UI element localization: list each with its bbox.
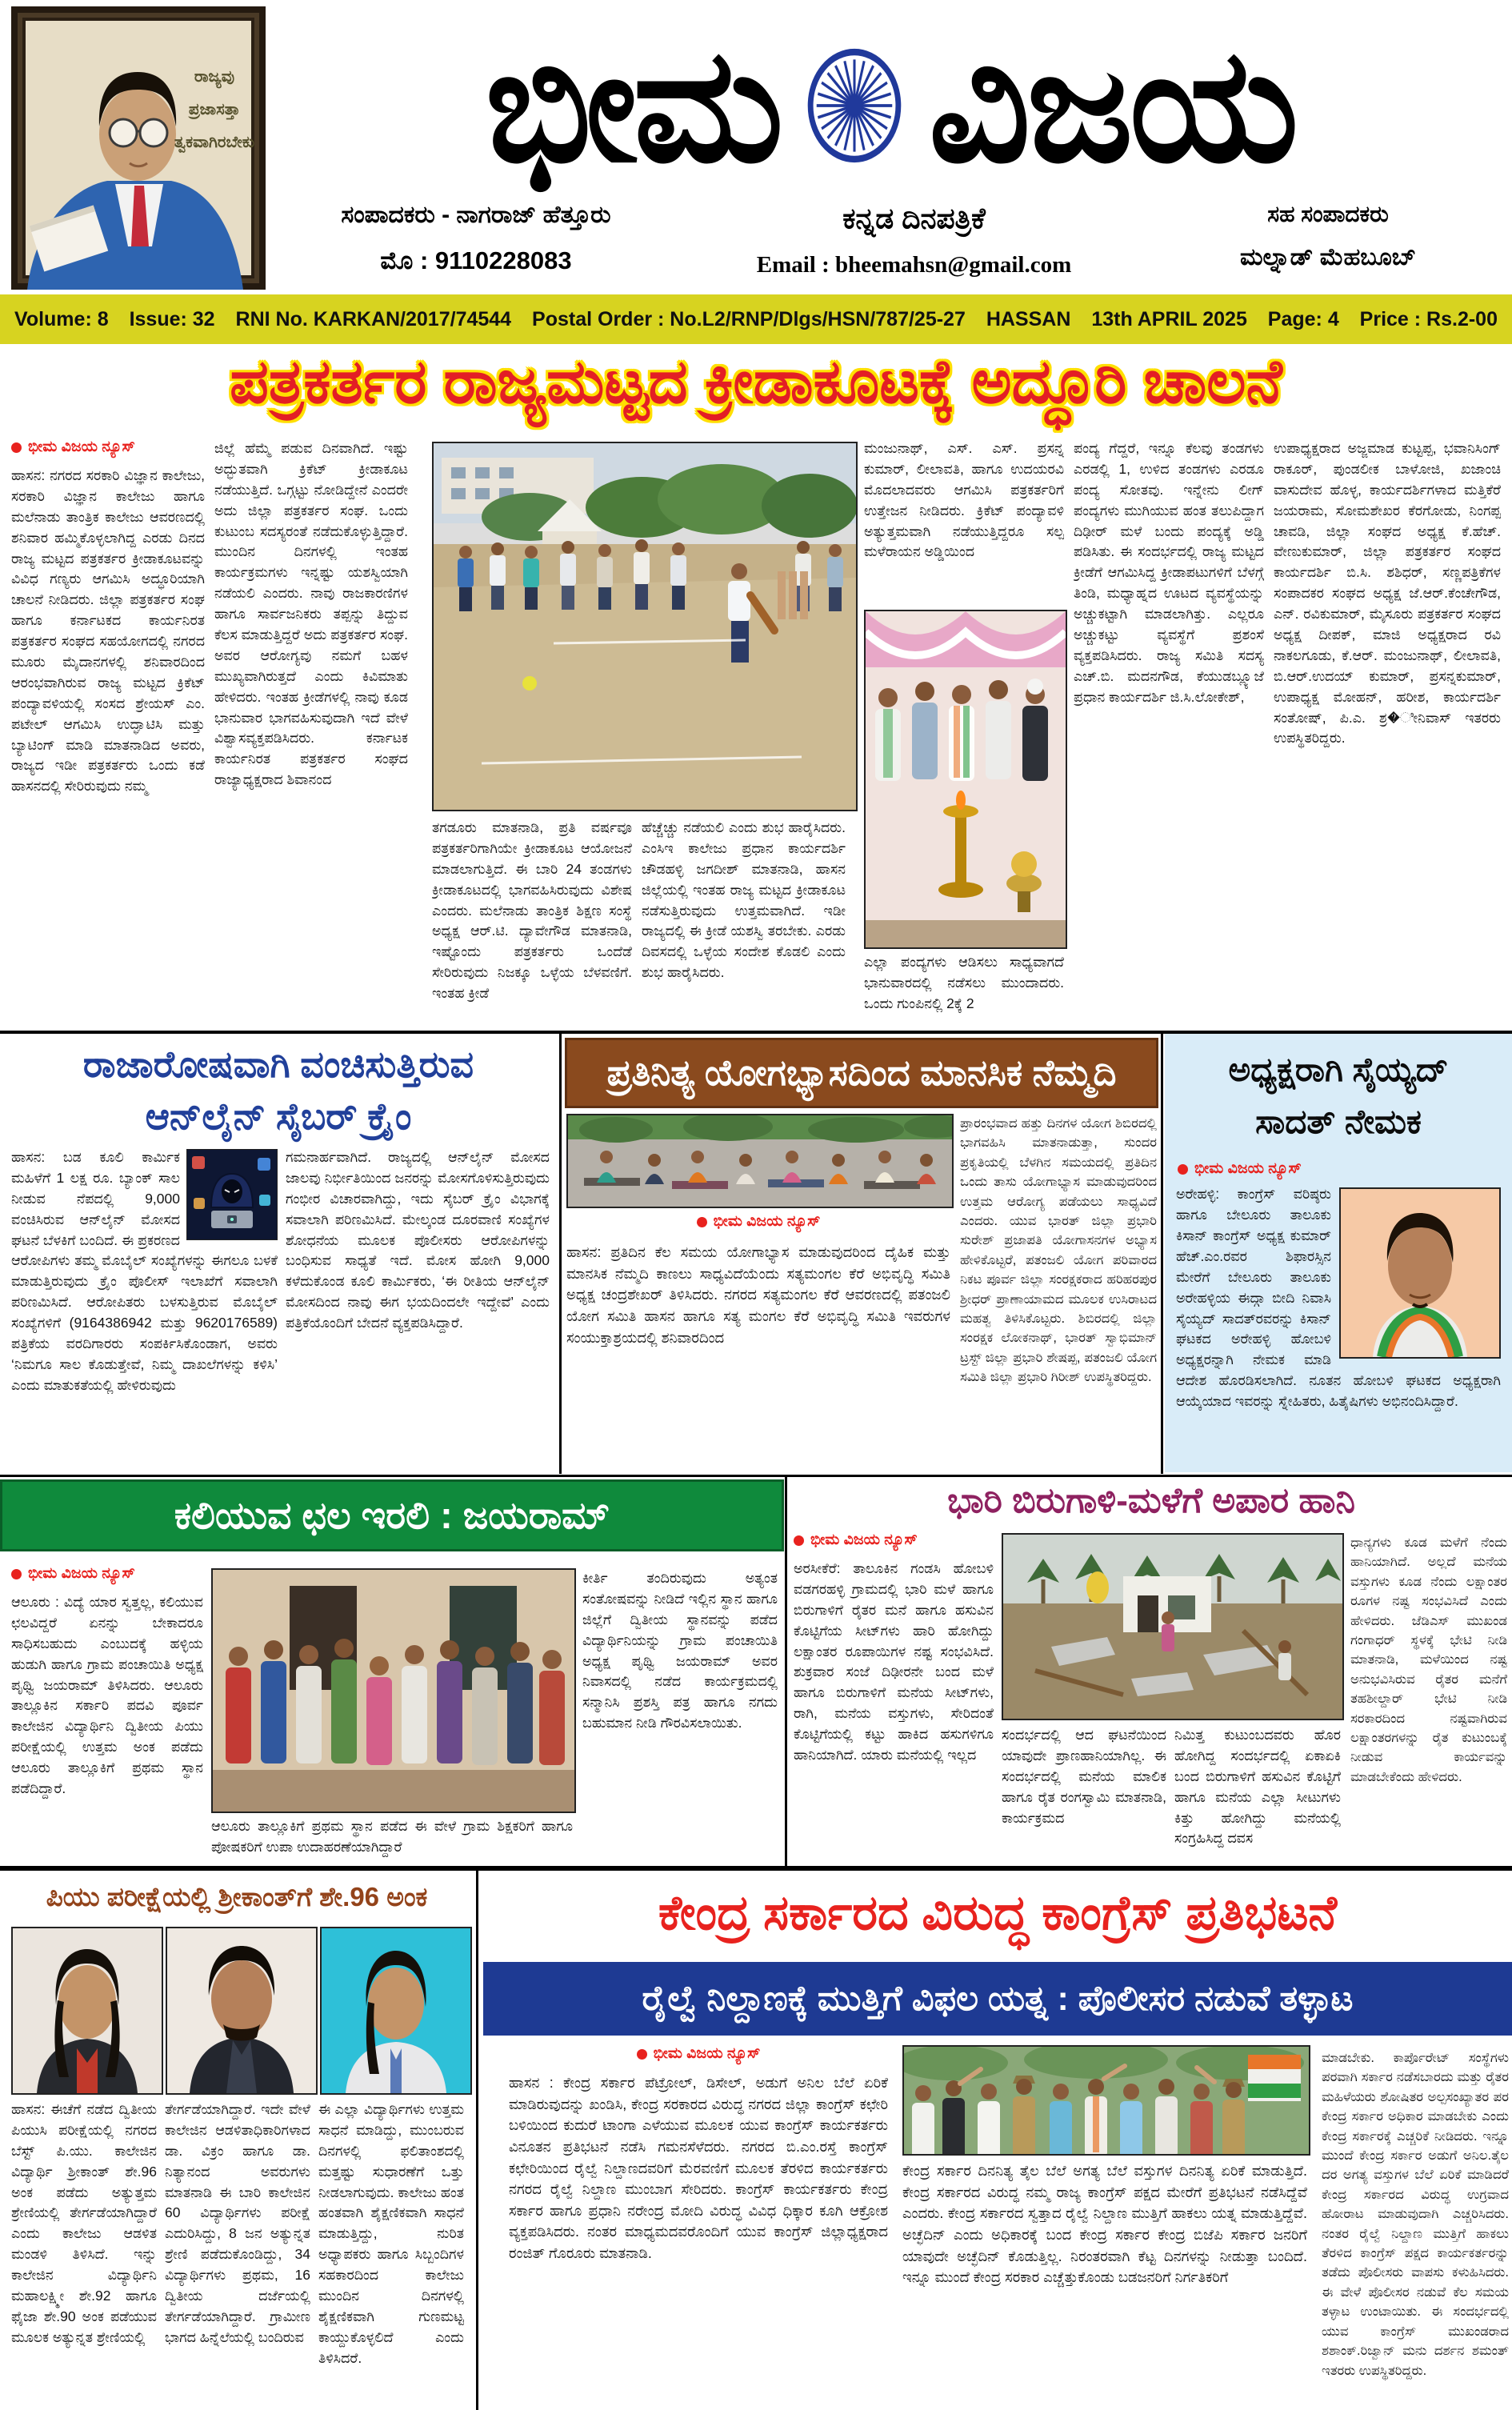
- coeditor-label: ಸಹ ಸಂಪಾದಕರು: [1267, 202, 1389, 226]
- ambedkar-portrait: [11, 6, 266, 290]
- jayaram-headline-banner: [0, 1479, 784, 1551]
- masthead-subrow: [268, 202, 1512, 278]
- cyber-column-1-text: ಹಾಸನ: ಬಡ ಕೂಲಿ ಕಾರ್ಮಿಕ ಮಹಿಳೆಗೆ 1 ಲಕ್ಷ ರೂ. ಬ್ಯಾಂಕ್ ಸಾಲ ನೀಡುವ ನೆಪದಲ್ಲಿ 9,000 ವಂಚಿಸಿರುವ ಆನ್‌ಲೈನ್ ಮೋಸದ ಘಟನೆ ಬೆಳಕಿಗೆ ಬಂದಿದೆ. ಈ ಪ್ರಕರಣದ ಆರೋಪಿಗಳು ತಮ್ಮ ಮೊಬೈಲ್ ಸಂಖ್ಯೆಗಳನ್ನು ಈಗಲೂ ಬಳಕೆ ಮಾಡುತ್ತಿರುವುದು ಕ್ರೈಂ ಪೊಲೀಸ್ ಇಲಾಖೆಗೆ ಸವಾಲಾಗಿ ಪರಿಣಮಿಸಿದೆ. ಆರೋಪಿತರು ಬಳಸುತ್ತಿರುವ ಮೊಬೈಲ್ ಸಂಖ್ಯೆಗಳಿಗೆ (9164386942 ಮತ್ತು 9620176589) ಪತ್ರಿಕೆಯ ವರದಿಗಾರರು ಸಂಪರ್ಕಿಸಿಕೊಂಡಾಗ, ಅವರು ‘ನಿಮಗೂ ಸಾಲ ಕೊಡುತ್ತೇವೆ, ನಿಮ್ಮ ದಾಖಲೆಗಳನ್ನು ಕಳಿಸಿ’ ಎಂದು ಮಾತುಕತೆಯಲ್ಲಿ ಹೇಳಿರುವುದು: [11, 1149, 278, 1393]
- lead-headline: ಪತ್ರಕರ್ತರ ರಾಜ್ಯಮಟ್ಟದ ಕ್ರೀಡಾಕೂಟಕ್ಕೆ ಅದ್ಧೂರಿ ಚಾಲನೆ: [230, 348, 1282, 416]
- byline-dot: [11, 1569, 22, 1579]
- lead-column-c-top: ಮಂಜುನಾಥ್, ಎಸ್. ಎಸ್. ಪ್ರಸನ್ನ ಕುಮಾರ್, ಲೀಲಾವತಿ, ಹಾಗೂ ಉದಯರವಿ ಮೊದಲಾದವರು ಆಗಮಿಸಿ ಪತ್ರಕರ್ತರಿಗೆ ಉತ್ತೇಜನ ನೀಡಿದರು. ಕ್ರಿಕೆಟ್ ಪಂದ್ಯಾವಳಿ ಅತ್ಯುತ್ತಮವಾಗಿ ನಡೆಯುತ್ತಿದ್ದರೂ ಸಲ್ಪ ಮಳೆರಾಯನ ಅಡ್ಡಿಯಿಂದ: [864, 440, 1064, 560]
- lead-column-a: ಹಾಸನ: ನಗರದ ಸರಕಾರಿ ವಿಜ್ಞಾನ ಕಾಲೇಜು, ಸರಕಾರಿ ವಿಜ್ಞಾನ ಕಾಲೇಜು ಹಾಗೂ ಮಲೆನಾಡು ತಾಂತ್ರಿಕ ಕಾಲೇಜು ಆವರಣದಲ್ಲಿ ಶನಿವಾರ ಹಮ್ಮಿಕೊಳ್ಳಲಾಗಿದ್ದ ಎರಡು ದಿನದ ರಾಜ್ಯ ಮಟ್ಟದ ಪತ್ರಕರ್ತರ ಕ್ರೀಡಾಕೂಟವನ್ನು ವಿವಿಧ ಗಣ್ಯರು ಆಗಮಿಸಿ ಅದ್ಧೂರಿಯಾಗಿ ಚಾಲನೆ ನೀಡಿದರು. ಜಿಲ್ಲಾ ಪತ್ರಕರ್ತರ ಸಂಘ ಹಾಗೂ ಕರ್ನಾಟಕದ ಕಾರ್ಯನಿರತ ಪತ್ರಕರ್ತರ ಸಂಘದ ಸಹಯೋಗದಲ್ಲಿ ನಗರದ ಮೂರು ಮೈದಾನಗಳಲ್ಲಿ ಶನಿವಾರದಿಂದ ಆರಂಭವಾಗಿರುವ ರಾಜ್ಯ ಮಟ್ಟದ ಕ್ರಿಕೆಟ್ ಪಂದ್ಯಾವಳಿಯಲ್ಲಿ ಸಂಸದ ಶ್ರೇಯಸ್ ಎಂ. ಪಟೇಲ್ ಆಗಮಿಸಿ ಉದ್ಘಾಟಿಸಿ ಮತ್ತು ಬ್ಯಾಟಿಂಗ್ ಮಾಡಿ ಮಾತನಾಡಿದ ಅವರು, ರಾಜ್ಯದ ಇಡೀ ಪತ್ರಕರ್ತರು ಒಂದು ಕಡೆ ಹಾಸನದಲ್ಲಿ ಸೇರಿರುವುದು ನಮ್ಮ: [11, 467, 205, 795]
- motto-line-2: ಪ್ರಜಾಸತ್ತಾ: [188, 101, 241, 118]
- jayaram-below-text: ಆಲೂರು ತಾಲ್ಲೂಕಿಗೆ ಪ್ರಥಮ ಸ್ಥಾನ ಪಡೆದ ಈ ವೇಳೆ ಗ್ರಾಮ ಶಿಕ್ಷಕರಿಗೆ ಹಾಗೂ ಪೋಷಕರಿಗೆ ಉಪಾ ಉದಾಹರಣೆಯಾಗಿದ್ದಾರೆ: [211, 1818, 573, 1855]
- paper-email: Email : bheemahsn@gmail.com: [756, 252, 1072, 278]
- storm-column-right: ಧಾನ್ಯಗಳು ಕೂಡ ಮಳೆಗೆ ನೆಂದು ಹಾನಿಯಾಗಿದೆ. ಅಲ್ಲದೆ ಮನೆಯ ವಸ್ತುಗಳು ಕೂಡ ನೆಂದು ಲಕ್ಷಾಂತರ ರೂಗಳ ನಷ್ಟ ಸಂಭವಿಸಿದೆ ಎಂದು ಹೇಳಿದರು. ಜೆಡಿಎಸ್ ಮುಖಂಡ ಗಂಗಾಧರ್ ಸ್ಥಳಕ್ಕೆ ಭೇಟಿ ನೀಡಿ ಮಾತನಾಡಿ, ಮಳೆಯಿಂದ ನಷ್ಟ ಅನುಭವಿಸಿರುವ ರೈತರ ಮನೆಗೆ ತಹಶೀಲ್ದಾರ್ ಭೇಟಿ ನೀಡಿ ಸರಕಾರದಿಂದ ನಷ್ಟವಾಗಿರುವ ಲಕ್ಷಾಂತರಗಳನ್ನು ರೈತ ಕುಟುಂಬಕ್ಕೆ ನೀಡುವ ಕಾರ್ಯವನ್ನು ಮಾಡಬೇಕೆಂದು ಹೇಳಿದರು.: [1350, 1535, 1507, 1784]
- masthead-title-left: ಭೀಮ: [485, 17, 780, 194]
- protest-column-1: ಹಾಸನ : ಕೇಂದ್ರ ಸರ್ಕಾರ ಪೆಟ್ರೋಲ್, ಡಿಸೇಲ್, ಅಡುಗೆ ಅನಿಲ ಬೆಲೆ ಏರಿಕೆ ಮಾಡಿರುವುದನ್ನು ಖಂಡಿಸಿ, ಕೇಂದ್ರ ಸರಕಾರದ ವಿರುದ್ಧ ನಗರದ ಜಿಲ್ಲಾ ಕಾಂಗ್ರೆಸ್ ಕಛೇರಿ ಬಳಿಯಿಂದ ಕುದುರೆ ಟಾಂಗಾ ಎಳೆಯುವ ಮೂಲಕ ಯುವ ಕಾಂಗ್ರೆಸ್ ಕಾರ್ಯಕರ್ತರು ವಿನೂತನ ಪ್ರತಿಭಟನೆ ನಡೆಸಿ ಗಮನಸೆಳೆದರು. ನಗರದ ಬಿ.ಎಂ.ರಸ್ತೆ ಕಾಂಗ್ರೆಸ್ ಕಛೇರಿಯಿಂದ ರೈಲ್ವೆ ನಿಲ್ದಾಣದವರಿಗೆ ಮೆರವಣಿಗೆ ಮೂಲಕ ತೆರಳಿದ ಕಾರ್ಯಕರ್ತರು ನಗರದ ರೈಲ್ವೆ ನಿಲ್ದಾಣ ಮುಂಬಾಗ ಸೇರಿದರು. ಕಾಂಗ್ರೆಸ್ ಕಾರ್ಯಕರ್ತರು ಕೇಂದ್ರ ಸರ್ಕಾರ ಹಾಗೂ ಪ್ರಧಾನಿ ನರೇಂದ್ರ ಮೋದಿ ವಿರುದ್ಧ ವಿವಿಧ ಧಿಕ್ಕಾರ ಕೂಗಿ ಆಕ್ರೋಶ ವ್ಯಕ್ತಪಡಿಸಿದರು. ನಂತರ ಮಾಧ್ಯಮದವರೊಂದಿಗೆ ಯುವ ಕಾಂಗ್ರೆಸ್ ಜಿಲ್ಲಾಧ್ಯಕ್ಷರಾದ ರಂಜಿತ್ ಗೊರೂರು ಮಾತನಾಡಿ.: [509, 2075, 888, 2261]
- cyber-headline: [0, 1039, 557, 1143]
- protest-photo: [902, 2045, 1310, 2156]
- yoga-column-main: ಹಾಸನ: ಪ್ರತಿದಿನ ಕೆಲ ಸಮಯ ಯೋಗಾಭ್ಯಾಸ ಮಾಡುವುದರಿಂದ ದೈಹಿಕ ಮತ್ತು ಮಾನಸಿಕ ನೆಮ್ಮದಿ ಕಾಣಲು ಸಾಧ್ಯವಿದೆಯೆಂದು ಸತ್ಯಮಂಗಲ ಕೆರೆ ಅಭಿವೃದ್ಧಿ ಸಮಿತಿ ಅಧ್ಯಕ್ಷ ಚಂದ್ರಶೇಖರ್ ತಿಳಿಸಿದರು. ನಗರದ ಸತ್ಯಮಂಗಲ ಕೆರೆ ಆವರಣದಲ್ಲಿ ಪತಂಜಲಿ ಯೋಗ ಸಮಿತಿ ಹಾಸನ ಹಾಗೂ ಸತ್ಯ ಮಂಗಲ ಕೆರೆ ಅಭಿವೃದ್ಧಿ ಸಮಿತಿ ಇವರುಗಳ ಸಂಯುಕ್ತಾಶ್ರಯದಲ್ಲಿ ಶನಿವಾರದಿಂದ: [566, 1244, 950, 1346]
- storm-subcolumn-2: ನಿಮಿತ್ತ ಕುಟುಂಬದವರು ಹೊರ ಹೋಗಿದ್ದ ಸಂದರ್ಭದಲ್ಲಿ ಏಕಾಏಕಿ ಬಂದ ಬಿರುಗಾಳಿಗೆ ಹಸುವಿನ ಕೊಟ್ಟಿಗೆ ಹಾಗೂ ಮನೆಯ ಎಲ್ಲಾ ಸೀಟುಗಳು ಕಿತ್ತು ಹೋಗಿದ್ದು ಮನೆಯಲ್ಲಿ ಸಂಗ್ರಹಿಸಿದ್ದ ದವಸ: [1174, 1727, 1341, 1847]
- lead-column-b: ಜಿಲ್ಲೆ ಹೆಮ್ಮೆ ಪಡುವ ದಿನವಾಗಿದೆ. ಇಷ್ಟು ಅದ್ಭುತವಾಗಿ ಕ್ರಿಕೆಟ್ ಕ್ರೀಡಾಕೂಟ ನಡೆಯುತ್ತಿದೆ. ಒಗ್ಗಟ್ಟು ನೋಡಿದ್ದೇನೆ ಎಂದರೇ ಅದು ಜಿಲ್ಲಾ ಪತ್ರಕರ್ತರ ಸಂಘ. ಒಂದು ಕುಟುಂಬ ಸದಸ್ಯರಂತೆ ನಡೆದುಕೊಳ್ಳುತ್ತಿದ್ದಾರೆ. ಮುಂದಿನ ದಿನಗಳಲ್ಲಿ ಇಂತಹ ಕಾರ್ಯಕ್ರಮಗಳು ಇನ್ನಷ್ಟು ಯಶಸ್ವಿಯಾಗಿ ನಡೆಯಲಿ ಎಂದರು. ನಾವು ರಾಜಕಾರಣಿಗಳ ಹಾಗೂ ಸಾರ್ವಜನಿಕರು ತಪ್ಪನ್ನು ತಿದ್ದುವ ಕೆಲಸ ಮಾಡುತ್ತಿದ್ದರೆ ಅದು ಪತ್ರಕರ್ತರ ಸಂಘ. ಅವರ ಆರೋಗ್ಯವು ನಮಗೆ ಬಹಳ ಮುಖ್ಯವಾಗಿರುತ್ತದೆ ಎಂದು ಕಿವಿಮಾತು ಹೇಳಿದರು. ಇಂತಹ ಕ್ರೀಡೆಗಳಲ್ಲಿ ನಾವು ಕೂಡ ಭಾನುವಾರ ಭಾಗವಹಿಸುವುದಾಗಿ ಇದೆ ವೇಳೆ ವಿಶ್ವಾಸವ್ಯಕ್ತಪಡಿಸಿದರು. ಕರ್ನಾಟಕ ಕಾರ್ಯನಿರತ ಪತ್ರಕರ್ತರ ಸಂಘದ ರಾಜ್ಯಾಧ್ಯಕ್ಷರಾದ ಶಿವಾನಂದ: [214, 440, 408, 788]
- lead-column-e: ಉಪಾಧ್ಯಕ್ಷರಾದ ಅಜ್ಜಮಾಡ ಕುಟ್ಟಪ್ಪ, ಭವಾನಿಸಿಂಗ್ ರಾಕೂರ್, ಪುಂಡಲೀಕ ಬಾಳೋಜಿ, ಖಜಾಂಚಿ ವಾಸುದೇವ ಹೊಳ್ಳ, ಕಾರ್ಯದರ್ಶಿಗಳಾದ ಮತ್ತಿಕೆರೆ ಜಯರಾಮ, ಸೋಮಶೇಖರ ಕೆರಗೋಡು, ನಿಂಗಪ್ಪ ಚಾವಡಿ, ಜಿಲ್ಲಾ ಸಂಘದ ಅಧ್ಯಕ್ಷ ಕೆ.ಹೆಚ್. ವೇಣುಕುಮಾರ್, ಜಿಲ್ಲಾ ಪತ್ರಕರ್ತರ ಸಂಘದ ಕಾರ್ಯದರ್ಶಿ ಬಿ.ಸಿ. ಶಶಿಧರ್, ಸಣ್ಣಪತ್ರಿಕೆಗಳ ಸಂಪಾದಕರ ಸಂಘದ ಅಧ್ಯಕ್ಷ ಜೆ.ಆರ್.ಕೆಂಚೇಗೌಡ, ಎನ್. ರವಿಕುಮಾರ್, ಮೈಸೂರು ಪತ್ರಕರ್ತರ ಸಂಘದ ಅಧ್ಯಕ್ಷ ದೀಪಕ್, ಮಾಜಿ ಅಧ್ಯಕ್ಷರಾದ ರವಿ ನಾಕಲಗೂಡು, ಕೆ.ಆರ್. ಮಂಜುನಾಥ್, ಲೀಲಾವತಿ, ಬಿ.ಆರ್.ಉದಯ್ ಕುಮಾರ್, ಪ್ರಸನ್ನಕುಮಾರ್, ಉಪಾಧ್ಯಕ್ಷ ಮೋಹನ್, ಹರೀಶ, ಕಾರ್ಯದರ್ಶಿ ಸಂತೋಷ್, ಪಿ.ಎ. ಶ್ರ�ೀನಿವಾಸ್ ಇತರರು ಉಪಸ್ಥಿತರಿದ್ದರು.: [1274, 440, 1501, 747]
- motto-line-3: ತ್ವಕವಾಗಿರಬೇಕು: [174, 134, 255, 151]
- pu-headline: ಪಿಯು ಪರೀಕ್ಷೆಯಲ್ಲಿ ಶ್ರೀಕಾಂತ್‌ಗೆ ಶೇ.96 ಅಂಕ: [46, 1882, 428, 1912]
- cybercrime-illustration: [186, 1149, 278, 1240]
- jayaram-group-photo: [211, 1568, 576, 1813]
- syed-headline-line-2: ಸಾದತ್ ನೇಮಕ: [1255, 1103, 1422, 1141]
- info-rni: RNI No. KARKAN/2017/74544: [235, 307, 512, 330]
- lead-subcolumn-1: ತಗಡೂರು ಮಾತನಾಡಿ, ಪ್ರತಿ ವರ್ಷವೂ ಪತ್ರಕರ್ತರಿಗಾಗಿಯೇ ಕ್ರೀಡಾಕೂಟ ಆಯೋಜನೆ ಮಾಡಲಾಗುತ್ತಿದೆ. ಈ ಬಾರಿ 24 ತಂಡಗಳು ಕ್ರೀಡಾಕೂಟದಲ್ಲಿ ಭಾಗವಹಿಸಿರುವುದು ವಿಶೇಷ ಎಂದರು. ಮಲೆನಾಡು ತಾಂತ್ರಿಕ ಶಿಕ್ಷಣ ಸಂಸ್ಥೆ ಅಧ್ಯಕ್ಷ ಆರ್.ಟಿ. ದ್ಯಾವೇಗೌಡ ಮಾತನಾಡಿ, ಇಷ್ಟೊಂದು ಪತ್ರಕರ್ತರು ಒಂದೆಡೆ ಸೇರಿರುವುದು ನಿಜಕ್ಕೂ ಒಳ್ಳೆಯ ಬೆಳವಣಿಗೆ. ಇಂತಹ ಕ್ರೀಡೆ: [432, 819, 632, 1002]
- storm-headline: ಭಾರಿ ಬಿರುಗಾಳಿ-ಮಳೆಗೆ ಅಪಾರ ಹಾನಿ: [947, 1481, 1355, 1520]
- editor-mobile: ಮೊ : 9110228083: [380, 246, 572, 274]
- cyber-headline-line-1: ರಾಜಾರೋಷವಾಗಿ ವಂಚಿಸುತ್ತಿರುವ: [82, 1043, 474, 1085]
- info-page: Page: 4: [1267, 307, 1339, 330]
- lead-column-c-bottom: ಎಲ್ಲಾ ಪಂದ್ಯಗಳು ಆಡಿಸಲು ಸಾಧ್ಯವಾಗದೆ ಭಾನುವಾರದಲ್ಲಿ ನಡೆಸಲು ಮುಂದಾದರು. ಒಂದು ಗುಂಪಿನಲ್ಲಿ 2ಕ್ಕೆ 2: [864, 954, 1064, 1011]
- masthead-title-right: ವಿಜಯ: [928, 17, 1295, 194]
- lead-article: [0, 438, 1512, 1029]
- protest-column-3: ಮಾಡಬೇಕು. ಕಾರ್ಪೊರೇಟ್ ಸಂಸ್ಥೆಗಳು ಪರವಾಗಿ ಸರ್ಕಾರ ನಡೆಸಬಾರದು ಮತ್ತು ರೈತರ ಮಹಿಳೆಯರು ಶೋಷಿತರ ಅಲ್ಪಸಂಖ್ಯಾತರ ಪರ ಕೇಂದ್ರ ಸರ್ಕಾರ ಅಧಿಕಾರ ಮಾಡಬೇಕು ಎಂದು ಕೇಂದ್ರ ಸರ್ಕಾರಕ್ಕೆ ಎಚ್ಚರಿಕೆ ನೀಡಿದರು. ಇನ್ನೂ ಮುಂದೆ ಕೇಂದ್ರ ಸರ್ಕಾರ ಅಡುಗೆ ಅನಿಲ.ತೈಲ ದರ ಅಗತ್ಯ ವಸ್ತುಗಳ ಬೆಲೆ ಏರಿಕೆ ಮಾಡಿದರೆ ಕೇಂದ್ರ ಸರ್ಕಾರದ ವಿರುದ್ಧ ಉಗ್ರವಾದ ಹೋರಾಟ ಮಾಡುವುದಾಗಿ ಎಚ್ಚರಿಸಿದರು. ನಂತರ ರೈಲ್ವೆ ನಿಲ್ದಾಣ ಮುತ್ತಿಗೆ ಹಾಕಲು ತೆರಳಿದ ಕಾಂಗ್ರೆಸ್ ಪಕ್ಷದ ಕಾರ್ಯಕರ್ತರನ್ನು ತಡೆದು ಪೊಲೀಸರು ವಾಪಸು ಕಳುಹಿಸಿದರು. ಈ ವೇಳೆ ಪೊಲೀಸರ ನಡುವೆ ಕೆಲ ಸಮಯ ತಳ್ಳಾಟ ಉಂಟಾಯಿತು. ಈ ಸಂದರ್ಭದಲ್ಲಿ ಯುವ ಕಾಂಗ್ರೆಸ್ ಮುಖಂಡರಾದ ಶಶಾಂಕ್.ರಿಜ್ವಾನ್ ಮನು ದರ್ಶನ ಶಮಂತ್ ಇತರರು ಉಪಸ್ಥಿತರಿದ್ದರು.: [1322, 2051, 1509, 2378]
- student-photo-3: [320, 1927, 472, 2095]
- news-byline: [11, 1565, 203, 1583]
- byline-label: ಭೀಮ ವಿಜಯ ನ್ಯೂಸ್: [1194, 1160, 1302, 1178]
- news-byline: [11, 438, 205, 456]
- storm-column-left: ಅರಸೀಕೆರೆ: ತಾಲೂಕಿನ ಗಂಡಸಿ ಹೋಬಳಿ ವಡಗರಹಳ್ಳಿ ಗ್ರಾಮದಲ್ಲಿ ಭಾರಿ ಮಳೆ ಹಾಗೂ ಬಿರುಗಾಳಿಗೆ ರೈತರ ಮನೆ ಹಾಗೂ ಹಸುವಿನ ಕೊಟ್ಟಿಗೆಯ ಸೀಟ್‌ಗಳು ಹಾರಿ ಹೋಗಿದ್ದು ಲಕ್ಷಾಂತರ ರೂಪಾಯಿಗಳ ನಷ್ಟ ಸಂಭವಿಸಿದೆ. ಶುಕ್ರವಾರ ಸಂಜೆ ದಿಢೀರನೇ ಬಂದ ಮಳೆ ಹಾಗೂ ಬಿರುಗಾಳಿಗೆ ಮನೆಯ ಸೀಟ್‌ಗಳು, ರಾಗಿ, ಮನೆಯ ವಸ್ತುಗಳು, ಸೇರಿದಂತೆ ಕೊಟ್ಟಿಗೆಯಲ್ಲಿ ಕಟ್ಟು ಹಾಕಿದ ಹಸುಗಳಿಗೂ ಹಾನಿಯಾಗಿದೆ. ಯಾರು ಮನೆಯಲ್ಲಿ ಇಲ್ಲದ: [794, 1560, 994, 1763]
- paper-tagline: ಕನ್ನಡ ದಿನಪತ್ರಿಕೆ: [842, 202, 986, 234]
- coeditor-name: ಮಲ್ನಾಡ್ ಮೆಹಬೂಬ್: [1240, 244, 1416, 270]
- lamp-lighting-photo: [864, 610, 1067, 949]
- issue-infobar: [0, 294, 1512, 344]
- motto-line-1: ರಾಜ್ಯವು: [194, 68, 235, 86]
- yoga-headline: ಪ್ರತಿನಿತ್ಯ ಯೋಗಭ್ಯಾಸದಿಂದ ಮಾನಸಿಕ ನೆಮ್ಮದಿ: [606, 1051, 1117, 1093]
- protest-headline: ಕೇಂದ್ರ ಸರ್ಕಾರದ ವಿರುದ್ಧ ಕಾಂಗ್ರೆಸ್ ಪ್ರತಿಭಟನೆ: [658, 1886, 1338, 1940]
- yoga-headline-banner: [565, 1038, 1158, 1108]
- byline-dot: [697, 1217, 707, 1227]
- student-photo-1: [11, 1927, 163, 2095]
- syed-body: [1165, 1184, 1512, 1448]
- byline-dot: [637, 2049, 647, 2060]
- masthead: [268, 11, 1512, 200]
- column-divider: [1161, 1034, 1163, 1474]
- jayaram-headline: ಕಲಿಯುವ ಛಲ ಇರಲಿ : ಜಯರಾಮ್: [174, 1493, 610, 1536]
- info-postal: Postal Order : No.L2/RNP/Dlgs/HSN/787/25-27: [532, 307, 966, 330]
- pu-student-photos: [11, 1927, 474, 2093]
- editor-name: ಸಂಪಾದಕರು - ನಾಗರಾಜ್ ಹೆತ್ತೂರು: [341, 202, 611, 228]
- section-divider: [0, 1475, 1512, 1477]
- byline-label: ಭೀಮ ವಿಜಯ ನ್ಯೂಸ್: [28, 438, 135, 455]
- syed-headline: [1165, 1034, 1512, 1147]
- syed-article-box: [1165, 1034, 1512, 1472]
- pu-column-3: ಈ ಎಲ್ಲಾ ವಿದ್ಯಾರ್ಥಿಗಳು ಉತ್ತಮ ಸಾಧನೆ ಮಾಡಿದ್ದು, ಮುಂಬರುವ ದಿನಗಳಲ್ಲಿ ಫಲಿತಾಂಶದಲ್ಲಿ ಮತ್ತಷ್ಟು ಸುಧಾರಣೆಗೆ ಒತ್ತು ನೀಡಲಾಗುವುದು. ಕಾಲೇಜು ಹಂತ ಹಂತವಾಗಿ ಶೈಕ್ಷಣಿಕವಾಗಿ ಸಾಧನೆ ಮಾಡುತ್ತಿದ್ದು, ನುರಿತ ಅಧ್ಯಾಪಕರು ಹಾಗೂ ಸಿಬ್ಬಂದಿಗಳ ಸಹಕಾರದಿಂದ ಕಾಲೇಜು ಮುಂದಿನ ದಿನಗಳಲ್ಲಿ ಶೈಕ್ಷಣಿಕವಾಗಿ ಗುಣಮಟ್ಟ ಕಾಯ್ದುಕೊಳ್ಳಲಿದೆ ಎಂದು ತಿಳಿಸಿದರೆ.: [318, 2101, 464, 2366]
- info-volume: Volume: 8: [14, 307, 109, 330]
- news-byline: [509, 2045, 888, 2063]
- cricket-inauguration-photo: [432, 442, 858, 811]
- syed-body-text: ಅರೇಹಳ್ಳಿ: ಕಾಂಗ್ರೆಸ್ ವರಿಷ್ಠರು ಹಾಗೂ ಬೇಲೂರು ತಾಲೂಕು ಕಿಸಾನ್ ಕಾಂಗ್ರೆಸ್ ಅಧ್ಯಕ್ಷ ಕುಮಾರ್ ಹೆಚ್.ಎಂ.ರವರ ಶಿಫಾರಸ್ಸಿನ ಮೇರೆಗೆ ಬೇಲೂರು ತಾಲೂಕು ಅರೇಹಳ್ಳಿಯ ಈದ್ಗಾ ಬೀದಿ ನಿವಾಸಿ ಸೈಯ್ಯದ್ ಸಾದತ್‌ರವರನ್ನು ಕಿಸಾನ್ ಘಟಕದ ಅರೇಹಳ್ಳಿ ಹೋಬಳಿ ಅಧ್ಯಕ್ಷರನ್ನಾಗಿ ನೇಮಕ ಮಾಡಿ ಆದೇಶ ಹೊರಡಿಸಲಾಗಿದೆ. ನೂತನ ಹೋಬಳಿ ಘಟಕದ ಅಧ್ಯಕ್ಷರಾಗಿ ಆಯ್ಕೆಯಾದ ಇವರನ್ನು ಸ್ನೇಹಿತರು, ಹಿತೈಷಿಗಳು ಅಭಿನಂದಿಸಿದ್ದಾರೆ.: [1176, 1186, 1501, 1410]
- lead-column-d: ಪಂದ್ಯ ಗೆದ್ದರೆ, ಇನ್ನೂ ಕೆಲವು ತಂಡಗಳು ಎರಡಲ್ಲಿ 1, ಉಳಿದ ತಂಡಗಳು ಎರಡೂ ಪಂದ್ಯ ಸೋತವು. ಇನ್ನೇನು ಲೀಗ್ ಪಂದ್ಯಗಳು ಮುಗಿಯುವ ಹಂತ ತಲುಪಿದ್ದಾಗ ದಿಢೀರ್ ಮಳೆ ಬಂದು ಪಂದ್ಯಕ್ಕೆ ಅಡ್ಡಿ ಪಡಿಸಿತು. ಈ ಸಂದರ್ಭದಲ್ಲಿ ರಾಜ್ಯ ಮಟ್ಟದ ಕ್ರೀಡೆಗೆ ಆಗಮಿಸಿದ್ದ ಕ್ರೀಡಾಪಟುಗಳಿಗೆ ಬೆಳಗ್ಗೆ ತಿಂಡಿ, ಮಧ್ಯಾಹ್ನದ ಊಟದ ವ್ಯವಸ್ಥೆಯನ್ನು ಅಚ್ಚುಕಟ್ಟಾಗಿ ಮಾಡಲಾಗಿತ್ತು. ಎಲ್ಲರೂ ಅಚ್ಚುಕಟ್ಟು ವ್ಯವಸ್ಥೆಗೆ ಪ್ರಶಂಸೆ ವ್ಯಕ್ತಪಡಿಸಿದರು. ರಾಜ್ಯ ಸಮಿತಿ ಸದಸ್ಯ ಎಚ್.ಬಿ. ಮದನಗೌಡ, ಕೆಯುಡಬ್ಲ್ಯೂಜೆ ಪ್ರಧಾನ ಕಾರ್ಯದರ್ಶಿ ಜಿ.ಸಿ.ಲೋಕೇಶ್,: [1074, 440, 1264, 705]
- info-city: HASSAN: [986, 307, 1071, 330]
- cyber-column-2: ಗಮನಾರ್ಹವಾಗಿದೆ. ರಾಜ್ಯದಲ್ಲಿ ಆನ್‌ಲೈನ್ ಮೋಸದ ಜಾಲವು ನಿರ್ಭೀತಿಯಿಂದ ಜನರನ್ನು ಮೋಸಗೊಳಿಸುತ್ತಿರುವುದು ಗಂಭೀರ ವಿಚಾರವಾಗಿದ್ದು, ಇದು ಸೈಬರ್ ಕ್ರೈಂ ವಿಭಾಗಕ್ಕೆ ಸವಾಲಾಗಿ ಪರಿಣಮಿಸಿದೆ. ಮೇಲ್ಕಂಡ ದೂರವಾಣಿ ಸಂಖ್ಯೆಗಳ ಶೋಧನೆಯ ಮೂಲಕ ಪೊಲೀಸರು ಆರೋಪಿಗಳನ್ನು ಬಂಧಿಸುವ ಸಾಧ್ಯತೆ ಇದೆ. ಮೋಸ ಹೋಗಿ 9,000 ಕಳೆದುಕೊಂಡ ಕೂಲಿ ಕಾರ್ಮಿಕರು, ‘ಈ ರೀತಿಯ ಆನ್‌ಲೈನ್ ಮೋಸದಿಂದ ನಾವು ಈಗ ಭಯದಿಂದಲೇ ಇದ್ದೇವೆ’ ಎಂದು ಪತ್ರಿಕೆಯೊಂದಿಗೆ ಬೇದನೆ ವ್ಯಕ್ತಪಡಿಸಿದ್ದಾರೆ.: [286, 1149, 550, 1331]
- yoga-column-right: ಪ್ರಾರಂಭವಾದ ಹತ್ತು ದಿನಗಳ ಯೋಗ ಶಿಬಿರದಲ್ಲಿ ಭಾಗವಹಿಸಿ ಮಾತನಾಡುತ್ತಾ, ಸುಂದರ ಪ್ರಕೃತಿಯಲ್ಲಿ ಬೆಳಗಿನ ಸಮಯದಲ್ಲಿ ಪ್ರತಿದಿನ ಒಂದು ತಾಸು ಯೋಗಾಭ್ಯಾಸ ಮಾಡುವುದರಿಂದ ಉತ್ತಮ ಆರೋಗ್ಯ ಪಡೆಯಲು ಸಾಧ್ಯವಿದೆ ಎಂದರು. ಯುವ ಭಾರತ್ ಜಿಲ್ಲಾ ಪ್ರಭಾರಿ ಸುರೇಶ್ ಪ್ರಜಾಪತಿ ಯೋಗಾಸನಗಳ ಅಭ್ಯಾಸ ಹೇಳಿಕೊಟ್ಟರೆ, ಪತಂಜಲಿ ಯೋಗ ಪರಿವಾರದ ನಿಕಟ ಪೂರ್ವ ಜಿಲ್ಲಾ ಸಂರಕ್ಷಕರಾದ ಹರಿಹರಪುರ ಶ್ರೀಧರ್ ಪ್ರಾಣಾಯಾಮದ ಮೂಲಕ ಉಸಿರಾಟದ ಮಹತ್ವ ತಿಳಿಸಿಕೊಟ್ಟರು. ಶಿಬಿರದಲ್ಲಿ ಜಿಲ್ಲಾ ಸಂರಕ್ಷಕ ಲೋಕನಾಥ್, ಭಾರತ್ ಸ್ವಾಭಿಮಾನ್ ಟ್ರಸ್ಟ್ ಜಿಲ್ಲಾ ಪ್ರಭಾರಿ ಶೇಷಪ್ಪ, ಪತಂಜಲಿ ಯೋಗ ಸಮಿತಿ ಜಿಲ್ಲಾ ಪ್ರಭಾರಿ ಗಿರೀಶ್ ಉಪಸ್ಥಿತರಿದ್ದರು.: [960, 1116, 1157, 1385]
- tagline-block: [714, 202, 1114, 278]
- jayaram-column-1: ಆಲೂರು : ವಿದ್ಯೆ ಯಾರ ಸ್ವತ್ತಲ್ಲ, ಕಲಿಯುವ ಛಲವಿದ್ದರೆ ಏನನ್ನು ಬೇಕಾದರೂ ಸಾಧಿಸಬಹುದು ಎಂಬುದಕ್ಕೆ ಹಳ್ಳಿಯ ಹುಡುಗಿ ಹಾಗೂ ಗ್ರಾಮ ಪಂಚಾಯಿತಿ ಅಧ್ಯಕ್ಷ ಪೃಥ್ವಿ ಜಯರಾಮ್ ತಿಳಿಸಿದರು. ಆಲೂರು ತಾಲ್ಲೂಕಿನ ಸರ್ಕಾರಿ ಪದವಿ ಪೂರ್ವ ಕಾಲೇಜಿನ ವಿದ್ಯಾರ್ಥಿನಿ ದ್ವಿತೀಯ ಪಿಯು ಪರೀಕ್ಷೆಯಲ್ಲಿ ಉತ್ತಮ ಅಂಕ ಪಡೆದು ಆಲೂರು ತಾಲ್ಲೂಕಿಗೆ ಪ್ರಥಮ ಸ್ಥಾನ ಪಡೆದಿದ್ದಾರೆ.: [11, 1594, 203, 1797]
- yoga-camp-photo: [566, 1114, 954, 1208]
- storm-damage-photo: [1002, 1533, 1344, 1720]
- cyber-headline-line-2: ಆನ್‌ಲೈನ್ ಸೈಬರ್ ಕ್ರೈಂ: [145, 1095, 412, 1138]
- storm-subcolumn-1: ಸಂದರ್ಭದಲ್ಲಿ ಆದ ಘಟನೆಯಿಂದ ಯಾವುದೇ ಪ್ರಾಣಹಾನಿಯಾಗಿಲ್ಲ. ಈ ಸಂದರ್ಭದಲ್ಲಿ ಮನೆಯ ಮಾಲಿಕ ಹಾಗೂ ರೈತ ರಂಗಸ್ವಾಮಿ ಮಾತನಾಡಿ, ಕಾರ್ಯಕ್ರಮದ: [1002, 1727, 1166, 1826]
- pu-column-1: ಹಾಸನ: ಈಚೆಗೆ ನಡೆದ ದ್ವಿತೀಯ ಪಿಯುಸಿ ಪರೀಕ್ಷೆಯಲ್ಲಿ ನಗರದ ಬೆಸ್ಟ್ ಪಿ.ಯು. ಕಾಲೇಜಿನ ವಿದ್ಯಾರ್ಥಿ ಶ್ರೀಕಾಂತ್ ಶೇ.96 ಅಂಕ ಪಡೆದು ಅತ್ಯುತ್ತಮ ಶ್ರೇಣಿಯಲ್ಲಿ ತೇರ್ಗಡೆಯಾಗಿದ್ದಾರೆ ಎಂದು ಕಾಲೇಜು ಆಡಳಿತ ಮಂಡಳಿ ತಿಳಿಸಿದೆ. ಇನ್ನು ಕಾಲೇಜಿನ ವಿದ್ಯಾರ್ಥಿನಿ ಮಹಾಲಕ್ಷ್ಮೀ ಶೇ.92 ಹಾಗೂ ಫೈಜಾ ಶೇ.90 ಅಂಕ ಪಡೆಯುವ ಮೂಲಕ ಅತ್ಯುನ್ನತ ಶ್ರೇಣಿಯಲ್ಲಿ: [11, 2101, 157, 2345]
- syed-headline-line-1: ಅಧ್ಯಕ್ಷರಾಗಿ ಸೈಯ್ಯದ್: [1228, 1051, 1449, 1088]
- cyber-column-1: [11, 1147, 278, 1467]
- protest-banner-text: ರೈಲ್ವೆ ನಿಲ್ದಾಣಕ್ಕೆ ಮುತ್ತಿಗೆ ವಿಫಲ ಯತ್ನ : ಪೊಲೀಸರ ನಡುವೆ ತಳ್ಳಾಟ: [642, 1979, 1354, 2018]
- byline-dot: [11, 442, 22, 453]
- column-divider: [476, 1871, 478, 2410]
- coeditor-block: [1144, 202, 1512, 271]
- news-byline: [1178, 1160, 1512, 1178]
- byline-label: ಭೀಮ ವಿಜಯ ನ್ಯೂಸ್: [810, 1531, 918, 1548]
- byline-label: ಭೀಮ ವಿಜಯ ನ್ಯೂಸ್: [28, 1565, 135, 1582]
- editor-block: [268, 202, 684, 276]
- column-divider: [785, 1477, 787, 1866]
- byline-dot: [794, 1535, 804, 1546]
- info-date: 13th APRIL 2025: [1091, 307, 1247, 330]
- info-price: Price : Rs.2-00: [1359, 307, 1498, 330]
- byline-dot: [1178, 1164, 1188, 1175]
- info-issue: Issue: 32: [129, 307, 215, 330]
- lead-subcolumn-2: ಹೆಚ್ಚೆಚ್ಚು ನಡೆಯಲಿ ಎಂದು ಶುಭ ಹಾರೈಸಿದರು. ಎಂಸಿಇ ಕಾಲೇಜು ಪ್ರಧಾನ ಕಾರ್ಯದರ್ಶಿ ಚೌಡಹಳ್ಳಿ ಜಗದೀಶ್ ಮಾತನಾಡಿ, ಹಾಸನ ಜಿಲ್ಲೆಯಲ್ಲಿ ಇಂತಹ ರಾಜ್ಯ ಮಟ್ಟದ ಕ್ರೀಡಾಕೂಟ ನಡೆಸುತ್ತಿರುವುದು ಉತ್ತಮವಾಗಿದೆ. ಇಡೀ ರಾಜ್ಯದಲ್ಲಿ ಈ ಕ್ರೀಡೆ ಯಶಸ್ವಿ ತರಬೇಕು. ಎರಡು ದಿವಸದಲ್ಲಿ ಒಳ್ಳೆಯ ಸಂದೇಶ ಕೊಡಲಿ ಎಂದು ಶುಭ ಹಾರೈಸಿದರು.: [642, 819, 846, 981]
- byline-label: ಭೀಮ ವಿಜಯ ನ್ಯೂಸ್: [713, 1213, 821, 1230]
- pu-column-2: ತೇರ್ಗಡೆಯಾಗಿದ್ದಾರೆ. ಇದೇ ವೇಳೆ ಕಾಲೇಜಿನ ಆಡಳಿತಾಧಿಕಾರಿಗಳಾದ ಡಾ. ವಿಕ್ರಂ ಹಾಗೂ ಡಾ. ನಿತ್ಯಾನಂದ ಅವರುಗಳು ಮಾತನಾಡಿ ಈ ಬಾರಿ ಕಾಲೇಜಿನ 60 ವಿದ್ಯಾರ್ಥಿಗಳು ಪರೀಕ್ಷೆ ಎದುರಿಸಿದ್ದು, 8 ಜನ ಅತ್ಯುನ್ನತ ಶ್ರೇಣಿ ಪಡೆದುಕೊಂಡಿದ್ದು, 34 ವಿದ್ಯಾರ್ಥಿಗಳು ಪ್ರಥಮ, 16 ದ್ವಿತೀಯ ದರ್ಜೆಯಲ್ಲಿ ತೇರ್ಗಡೆಯಾಗಿದ್ದಾರೆ. ಗ್ರಾಮೀಣ ಭಾಗದ ಹಿನ್ನೆಲೆಯಲ್ಲಿ ಬಂದಿರುವ: [165, 2101, 310, 2345]
- news-byline: [794, 1531, 994, 1549]
- ashoka-chakra-icon: [802, 27, 906, 184]
- student-photo-2: [166, 1927, 318, 2095]
- column-divider: [559, 1034, 562, 1474]
- protest-banner: [483, 1962, 1512, 2036]
- syed-sadath-portrait: [1339, 1187, 1501, 1359]
- byline-label: ಭೀಮ ವಿಜಯ ನ್ಯೂಸ್: [653, 2045, 761, 2062]
- news-byline: [566, 1213, 950, 1231]
- jayaram-column-right: ಕೀರ್ತಿ ತಂದಿರುವುದು ಅತ್ಯಂತ ಸಂತೋಷವನ್ನು ನೀಡಿದೆ ಇಲ್ಲಿನ ಸ್ಥಾನ ಹಾಗೂ ಜಿಲ್ಲೆಗೆ ದ್ವಿತೀಯ ಸ್ಥಾನವನ್ನು ಪಡೆದ ವಿದ್ಯಾರ್ಥಿನಿಯನ್ನು ಗ್ರಾಮ ಪಂಚಾಯಿತಿ ಅಧ್ಯಕ್ಷ ಪೃಥ್ವಿ ಜಯರಾಮ್ ಅವರ ನಿವಾಸದಲ್ಲಿ ನಡೆದ ಕಾರ್ಯಕ್ರಮದಲ್ಲಿ ಸನ್ಮಾನಿಸಿ ಪ್ರಶಸ್ತಿ ಪತ್ರ ಹಾಗೂ ನಗದು ಬಹುಮಾನ ನೀಡಿ ಗೌರವಿಸಲಾಯಿತು.: [582, 1570, 778, 1731]
- protest-column-2: ಕೇಂದ್ರ ಸರ್ಕಾರ ದಿನನಿತ್ಯ ತೈಲ ಬೆಲೆ ಅಗತ್ಯ ಬೆಲೆ ವಸ್ತುಗಳ ದಿನನಿತ್ಯ ಏರಿಕೆ ಮಾಡುತ್ತಿದೆ. ಕೇಂದ್ರ ಸರ್ಕಾರದ ವಿರುದ್ಧ ನಮ್ಮ ರಾಜ್ಯ ಕಾಂಗ್ರೆಸ್ ಪಕ್ಷದ ಮೇರೆಗೆ ಪ್ರತಿಭಟನೆ ನಡೆಸಿದ್ದೆವೆ ಎಂದರು. ಕೇಂದ್ರ ಸರ್ಕಾರದ ಸ್ವತ್ತಾದ ರೈಲ್ವೆ ನಿಲ್ದಾಣ ಮುತ್ತಿಗೆ ಹಾಕಲು ಯತ್ನ ಮಾಡುತ್ತಿದ್ದೆವೆ. ಅಚ್ಛೆದಿನ್ ಎಂದು ಅಧಿಕಾರಕ್ಕೆ ಬಂದ ಕೇಂದ್ರ ಸರ್ಕಾರ ಕೇಂದ್ರ ಬಿಜೆಪಿ ಸರ್ಕಾರ ಜನರಿಗೆ ಯಾವುದೇ ಅಚ್ಛೆದಿನ್ ಕೊಡುತ್ತಿಲ್ಲ. ನಿರಂತರವಾಗಿ ಕೆಟ್ಟ ದಿನಗಳನ್ನು ನೀಡುತ್ತಾ ಬಂದಿದೆ. ಇನ್ನೂ ಮುಂದೆ ಕೇಂದ್ರ ಸರಕಾರ ಎಚ್ಚೆತ್ತುಕೊಂಡು ಬಡಜನರಿಗೆ ನಿರ್ಗತಿಕರಿಗೆ: [902, 2163, 1307, 2286]
- section-divider: [0, 1866, 1512, 1871]
